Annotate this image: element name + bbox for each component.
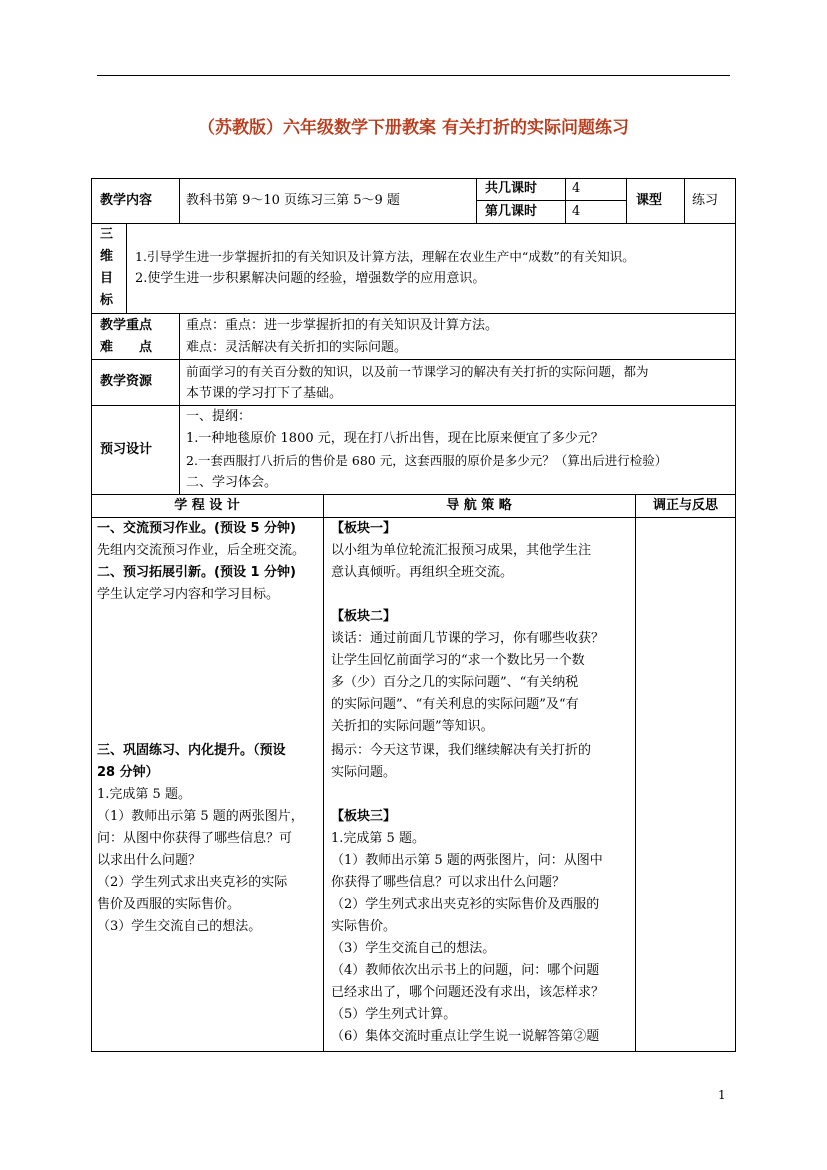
objectives-label-2: 维 xyxy=(100,249,114,264)
col2-block-2-line-6: 揭示：今天这节课，我们继续解决有关打折的 xyxy=(331,743,592,758)
col2-block-2-line-5: 关折扣的实际问题”等知识。 xyxy=(331,719,494,734)
col2-block-3-line-6: （3）学生交流自己的想法。 xyxy=(331,941,496,956)
document-title: （苏教版）六年级数学下册教案 有关打折的实际问题练习 xyxy=(198,118,629,138)
col2-block-3-line-9: （5）学生列式计算。 xyxy=(331,1007,457,1022)
col2-block-2-heading: 【板块二】 xyxy=(331,609,397,624)
col1-text-1: 先组内交流预习作业，后全班交流。 xyxy=(97,543,306,558)
col1-step-1: 1.完成第 5 题。 xyxy=(97,787,191,802)
col2-block-3-line-10: （6）集体交流时重点让学生说一说解答第②题 xyxy=(331,1029,600,1044)
col2-block-2-line-1: 谈话：通过前面几节课的学习，你有哪些收获？ xyxy=(331,631,605,646)
page-number: 1 xyxy=(718,1088,726,1102)
objective-line-2: 2.使学生进一步积累解决问题的经验，增强数学的应用意识。 xyxy=(135,271,486,286)
column-header-reflection: 调正与反思 xyxy=(652,498,718,513)
column-header-guidance: 导 航 策 略 xyxy=(446,498,512,513)
resources-line-1: 前面学习的有关百分数的知识，以及前一节课学习的解决有关打折的实际问题，都为 xyxy=(186,364,649,379)
col1-step-2: （1）教师出示第 5 题的两张图片， xyxy=(97,809,304,824)
col2-block-2-line-2: 让学生回忆前面学习的“求一个数比另一个数 xyxy=(331,653,585,668)
preview-line-1: 一、提纲： xyxy=(186,409,252,424)
col2-block-2-line-4: 的实际问题”、“有关利息的实际问题”及“有 xyxy=(331,697,579,712)
col2-block-1-line-1: 以小组为单位轮流汇报预习成果，其他学生注 xyxy=(331,543,592,558)
key-points-label-1: 教学重点 xyxy=(100,318,153,333)
lesson-type-label: 课型 xyxy=(636,193,663,208)
col2-block-1-heading: 【板块一】 xyxy=(331,521,397,536)
key-point-line-1: 重点：重点：进一步掌握折扣的有关知识及计算方法。 xyxy=(186,318,499,333)
col2-block-2-line-7: 实际问题。 xyxy=(331,765,397,780)
preview-line-3: 2.一套西服打八折后的售价是 680 元，这套西服的原价是多少元？（算出后进行检验） xyxy=(186,453,668,468)
col1-step-3: 问：从图中你获得了哪些信息？可 xyxy=(97,831,293,846)
objectives-label-4: 标 xyxy=(100,293,114,308)
col2-block-3-heading: 【板块三】 xyxy=(331,809,397,824)
col2-block-3-line-3: 你获得了哪些信息？可以求出什么问题？ xyxy=(331,875,566,890)
content-value: 教科书第 9～10 页练习三第 5～9 题 xyxy=(186,193,400,208)
col2-block-1-line-2: 意认真倾听。再组织全班交流。 xyxy=(331,565,514,580)
resources-label: 教学资源 xyxy=(100,374,153,389)
col1-heading-3: 三、巩固练习、内化提升。（预设 xyxy=(97,743,286,758)
column-header-learning: 学 程 设 计 xyxy=(174,498,240,513)
col2-block-3-line-8: 已经求出了，哪个问题还没有求出，该怎样求？ xyxy=(331,985,605,1000)
col2-block-3-line-5: 实际售价。 xyxy=(331,919,397,934)
col1-text-2: 学生认定学习内容和学习目标。 xyxy=(97,587,280,602)
col2-block-3-line-7: （4）教师依次出示书上的问题，问：哪个问题 xyxy=(331,963,600,978)
col1-heading-2: 二、预习拓展引新。(预设 1 分钟) xyxy=(97,565,296,580)
col1-step-4: 以求出什么问题？ xyxy=(97,853,202,868)
objectives-label-3: 目 xyxy=(100,271,114,286)
objective-line-1: 1.引导学生进一步掌握折扣的有关知识及计算方法，理解在农业生产中“成数”的有关知识。 xyxy=(135,249,635,264)
preview-label: 预习设计 xyxy=(100,442,153,457)
col1-heading-3b: 28 分钟） xyxy=(97,765,159,780)
lesson-number-label: 第几课时 xyxy=(485,204,538,219)
content-label: 教学内容 xyxy=(100,193,153,208)
preview-line-4: 二、学习体会。 xyxy=(186,475,278,490)
col2-block-3-line-2: （1）教师出示第 5 题的两张图片，问：从图中 xyxy=(331,853,603,868)
header-rule xyxy=(97,75,730,76)
lesson-type-value: 练习 xyxy=(692,193,719,208)
preview-line-2: 1.一种地毯原价 1800 元，现在打八折出售，现在比原来便宜了多少元？ xyxy=(186,431,604,446)
col2-block-2-line-3: 多（少）百分之几的实际问题”、“有关纳税 xyxy=(331,675,579,690)
col1-heading-1: 一、交流预习作业。(预设 5 分钟) xyxy=(97,521,296,536)
total-lessons-value: 4 xyxy=(572,181,581,196)
total-lessons-label: 共几课时 xyxy=(485,181,538,196)
col1-step-7: （3）学生交流自己的想法。 xyxy=(97,919,262,934)
key-points-label-2: 难 点 xyxy=(100,340,153,355)
col2-block-3-line-1: 1.完成第 5 题。 xyxy=(331,831,425,846)
objectives-label-1: 三 xyxy=(100,227,114,242)
resources-line-2: 本节课的学习打下了基础。 xyxy=(186,386,343,401)
lesson-number-value: 4 xyxy=(572,204,581,219)
col2-block-3-line-4: （2）学生列式求出夹克衫的实际售价及西服的 xyxy=(331,897,600,912)
col1-step-6: 售价及西服的实际售价。 xyxy=(97,897,241,912)
key-point-line-2: 难点：灵活解决有关折扣的实际问题。 xyxy=(186,340,408,355)
col1-step-5: （2）学生列式求出夹克衫的实际 xyxy=(97,875,288,890)
